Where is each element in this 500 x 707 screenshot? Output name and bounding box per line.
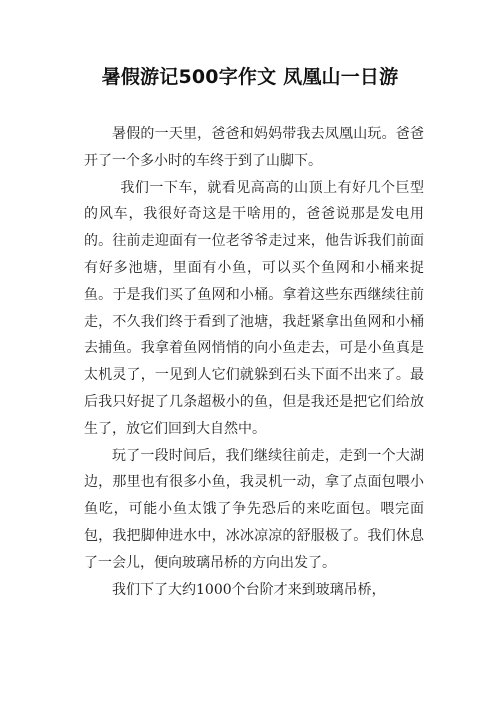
document-title: 暑假游记500字作文 凤凰山一日游: [101, 66, 399, 88]
document-body: [84, 121, 424, 603]
paragraph-1: 暑假的一天里，爸爸和妈妈带我去凤凰山玩。爸爸开了一个多小时的车终于到了山脚下。: [84, 126, 424, 169]
paragraph-4: 我们下了大约1000个台阶才来到玻璃吊桥，: [112, 581, 386, 598]
paragraph-2: 我们一下车，就看见高高的山顶上有好几个巨型的风车，我很好奇这是干啥用的，爸爸说那是发电用的。往前走迎面有一位老爷爷走过来，他告诉我们前面有好多池塘，里面有小鱼，可以买个鱼网和小桶来捉鱼。于是我们买了鱼网和小桶。拿着这些东西继续往前走，不久我们终于看到了池塘，我赶紧拿出鱼网和小桶去捕鱼。我拿着鱼网悄悄的向小鱼走去，可是小鱼真是太机灵了，一见到人它们就躲到石头下面不出来了。最后我只好捉了几条超极小的鱼，但是我还是把它们给放生了，放它们回到大自然中。: [84, 179, 424, 437]
paragraph-3: 玩了一段时间后，我们继续往前走，走到一个大湖边，那里也有很多小鱼，我灵机一动，拿了点面包喂小鱼吃，可能小鱼太饿了争先恐后的来吃面包。喂完面包，我把脚伸进水中，冰冰凉凉的舒服极了。我们休息了一会儿，便向玻璃吊桥的方向出发了。: [84, 447, 424, 571]
